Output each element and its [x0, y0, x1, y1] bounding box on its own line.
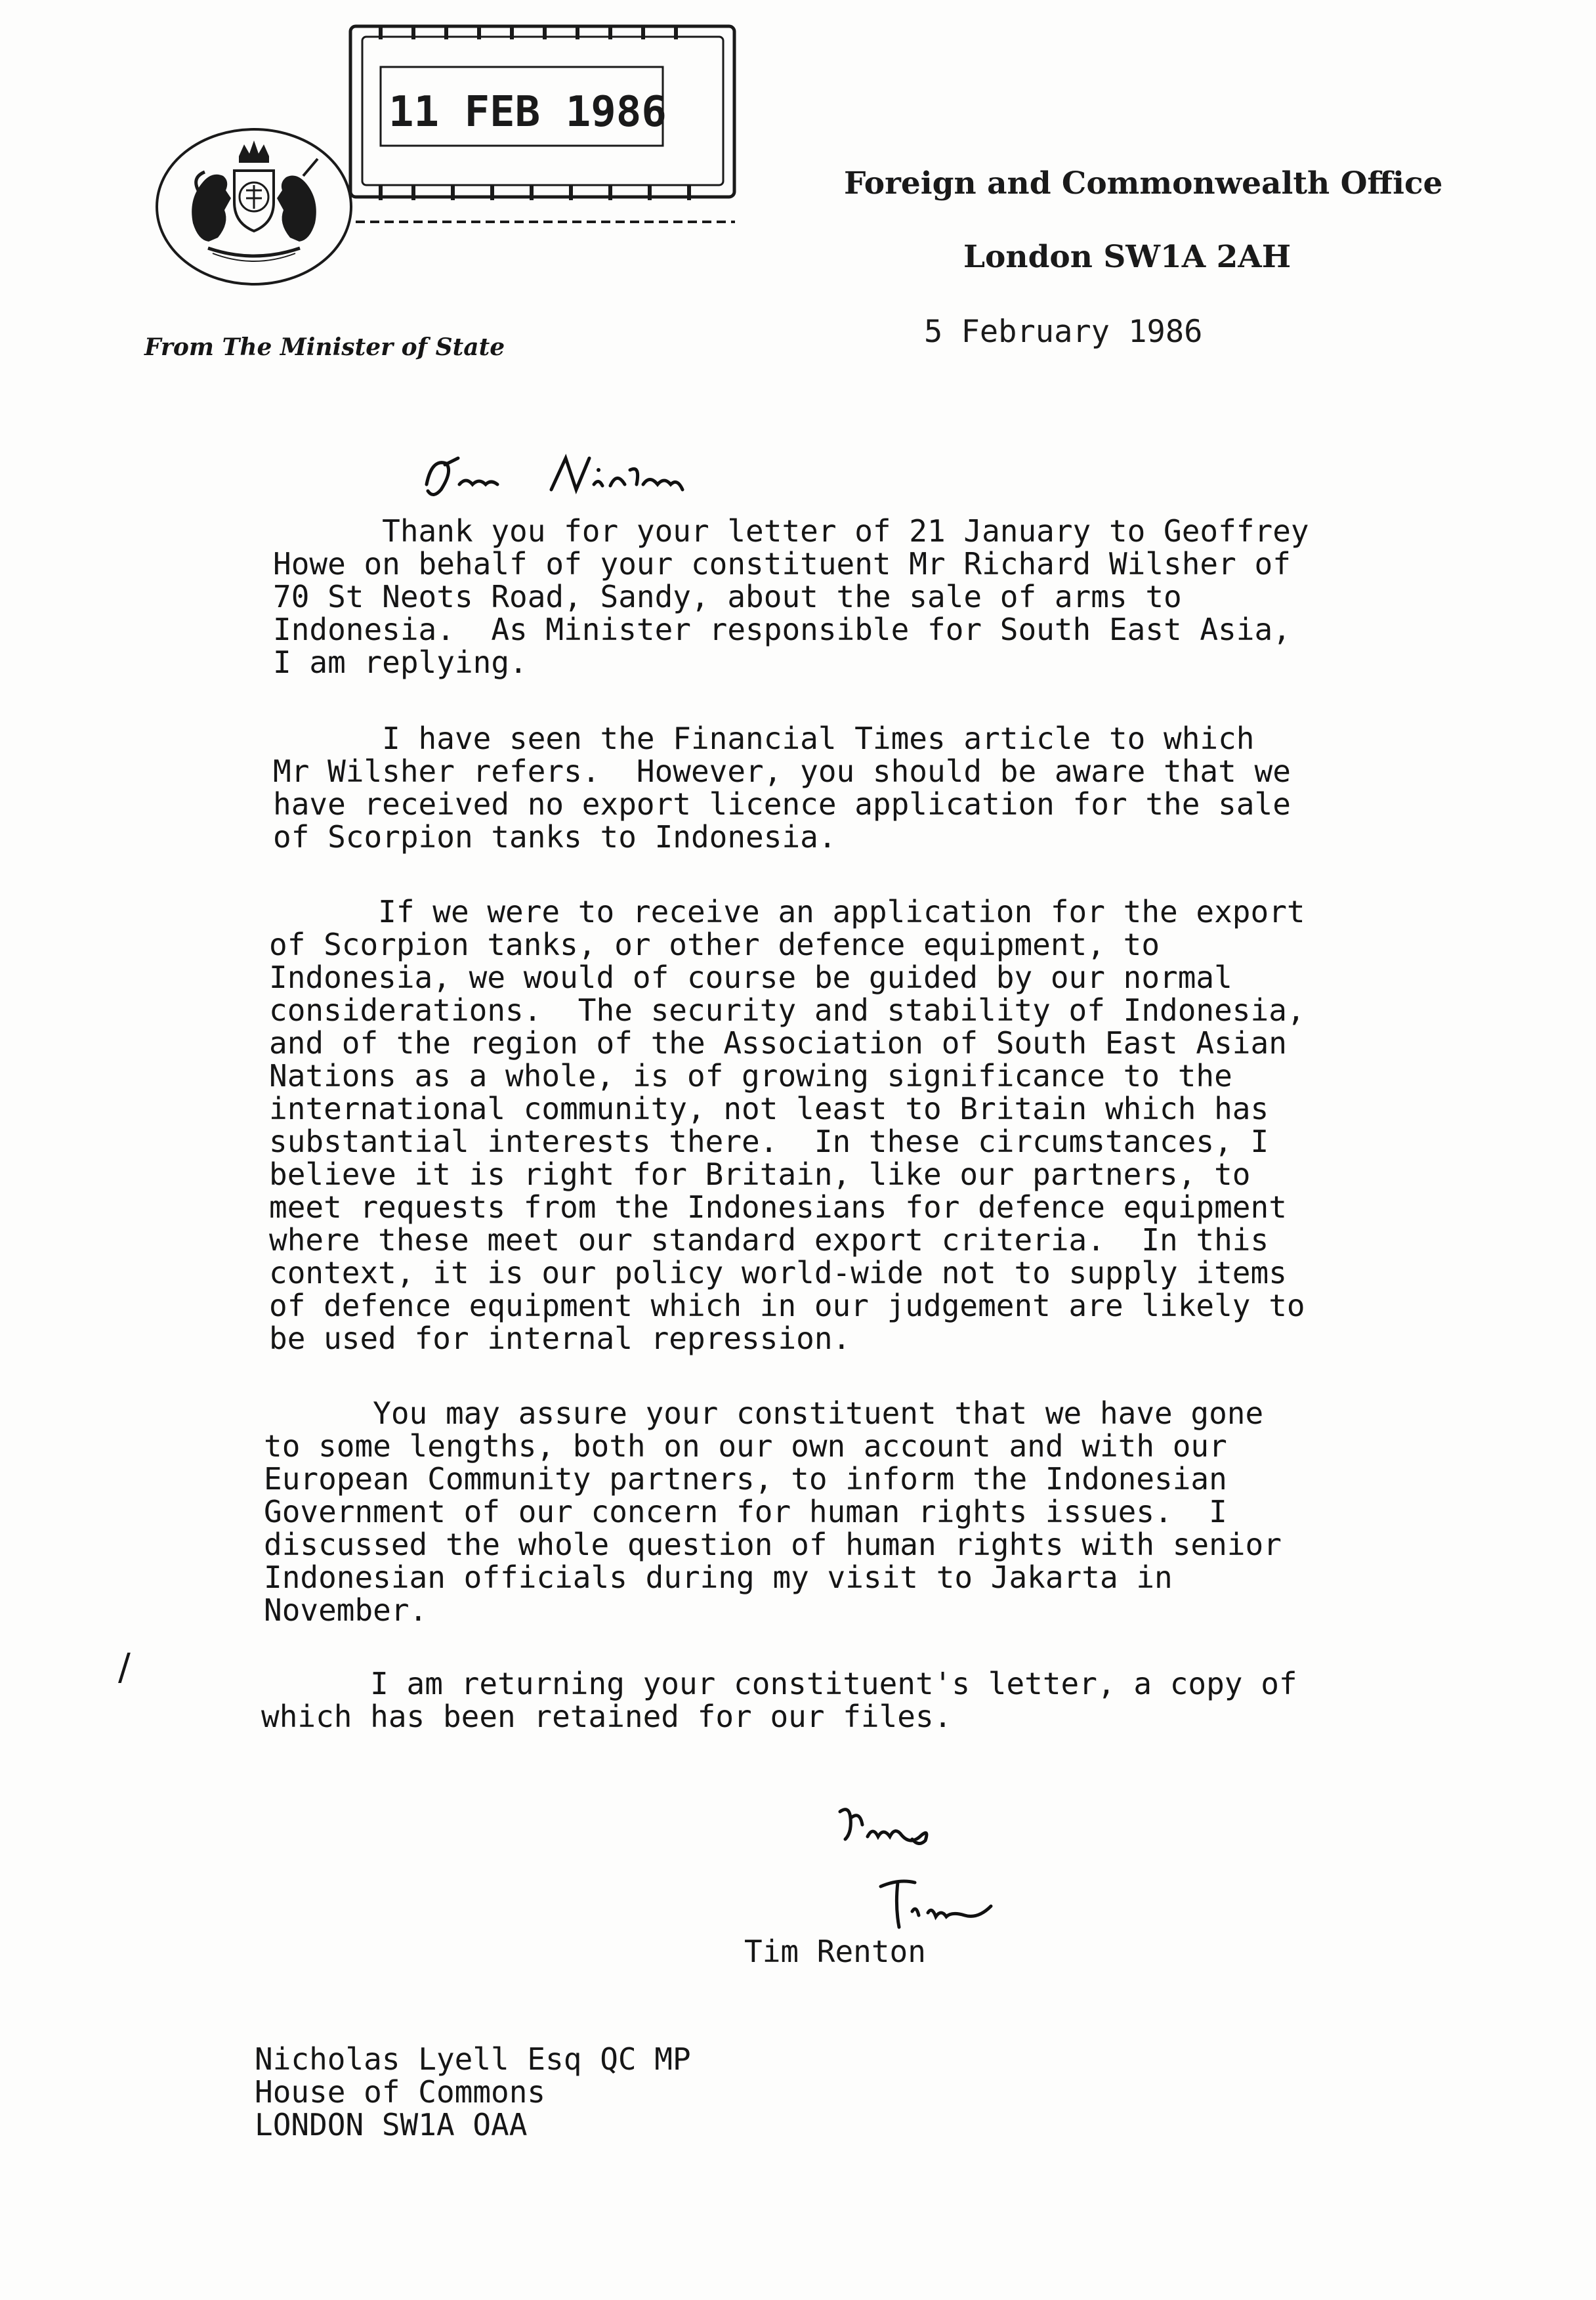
letter-date: 5 February 1986	[924, 314, 1203, 350]
received-stamp	[341, 13, 748, 230]
text-line: I have seen the Financial Times article to which	[273, 721, 1255, 756]
text-line: of defence equipment which in our judgement are likely to	[269, 1288, 1305, 1323]
text-line: of Scorpion tanks to Indonesia.	[273, 819, 837, 855]
office-name: Foreign and Commonwealth Office	[844, 165, 1443, 202]
text-line: be used for internal repression.	[269, 1321, 851, 1356]
stamp-date: 11 FEB 1986	[388, 88, 667, 137]
paragraph-5	[261, 1667, 1297, 1733]
text-line: considerations. The security and stability of Indonesia,	[269, 992, 1305, 1028]
signatory-name: Tim Renton	[744, 1934, 926, 1969]
recipient-line: Nicholas Lyell Esq QC MP	[255, 2041, 691, 2077]
text-line: You may assure your constituent that we have gone	[264, 1395, 1264, 1431]
text-line: context, it is our policy world-wide not to supply items	[269, 1255, 1287, 1290]
handwritten-salutation	[413, 438, 715, 511]
margin-mark: /	[118, 1646, 131, 1689]
text-line: Thank you for your letter of 21 January to Geoffrey	[273, 513, 1309, 549]
text-line: 70 St Neots Road, Sandy, about the sale of arms to	[273, 579, 1182, 614]
paragraph-3	[269, 895, 1305, 1355]
text-line: of Scorpion tanks, or other defence equipment, to	[269, 927, 1160, 962]
paragraph-4	[264, 1397, 1282, 1627]
paragraph-1	[273, 515, 1309, 679]
text-line: November.	[264, 1592, 428, 1628]
text-line: Howe on behalf of your constituent Mr Richard Wilsher of	[273, 546, 1291, 582]
text-line: Nations as a whole, is of growing significance to the	[269, 1058, 1232, 1094]
from-minister-label: From The Minister of State	[144, 333, 505, 361]
text-line: which has been retained for our files.	[261, 1699, 952, 1734]
text-line: where these meet our standard export criteria. In this	[269, 1222, 1269, 1258]
text-line: I am replying.	[273, 645, 528, 680]
handwritten-closing	[833, 1799, 978, 1871]
text-line: Indonesian officials during my visit to Jakarta in	[264, 1560, 1173, 1595]
text-line: Indonesia, we would of course be guided by our normal	[269, 960, 1232, 995]
text-line: international community, not least to Britain which has	[269, 1091, 1269, 1126]
text-line: Mr Wilsher refers. However, you should be aware that we	[273, 754, 1291, 789]
text-line: European Community partners, to inform the Indonesian	[264, 1461, 1227, 1497]
recipient-line: House of Commons	[255, 2074, 546, 2110]
text-line: Government of our concern for human rights issues. I	[264, 1494, 1227, 1529]
text-line: discussed the whole question of human rights with senior	[264, 1527, 1282, 1562]
recipient-line: LONDON SW1A OAA	[255, 2107, 528, 2142]
text-line: Indonesia. As Minister responsible for South East Asia,	[273, 612, 1291, 647]
text-line: substantial interests there. In these circumstances, I	[269, 1124, 1269, 1159]
recipient-address	[255, 2043, 691, 2141]
royal-crest-icon	[152, 125, 356, 289]
paragraph-2	[273, 722, 1291, 853]
text-line: and of the region of the Association of South East Asian	[269, 1025, 1287, 1061]
text-line: I am returning your constituent's letter, a copy of	[261, 1666, 1297, 1701]
text-line: meet requests from the Indonesians for defence equipment	[269, 1189, 1287, 1225]
office-address: London SW1A 2AH	[963, 239, 1292, 275]
text-line: to some lengths, both on our own account and with our	[264, 1428, 1227, 1464]
text-line: believe it is right for Britain, like our partners, to	[269, 1157, 1251, 1192]
handwritten-signature	[873, 1873, 1017, 1939]
text-line: have received no export licence application for the sale	[273, 786, 1291, 822]
text-line: If we were to receive an application for the export	[269, 894, 1305, 929]
